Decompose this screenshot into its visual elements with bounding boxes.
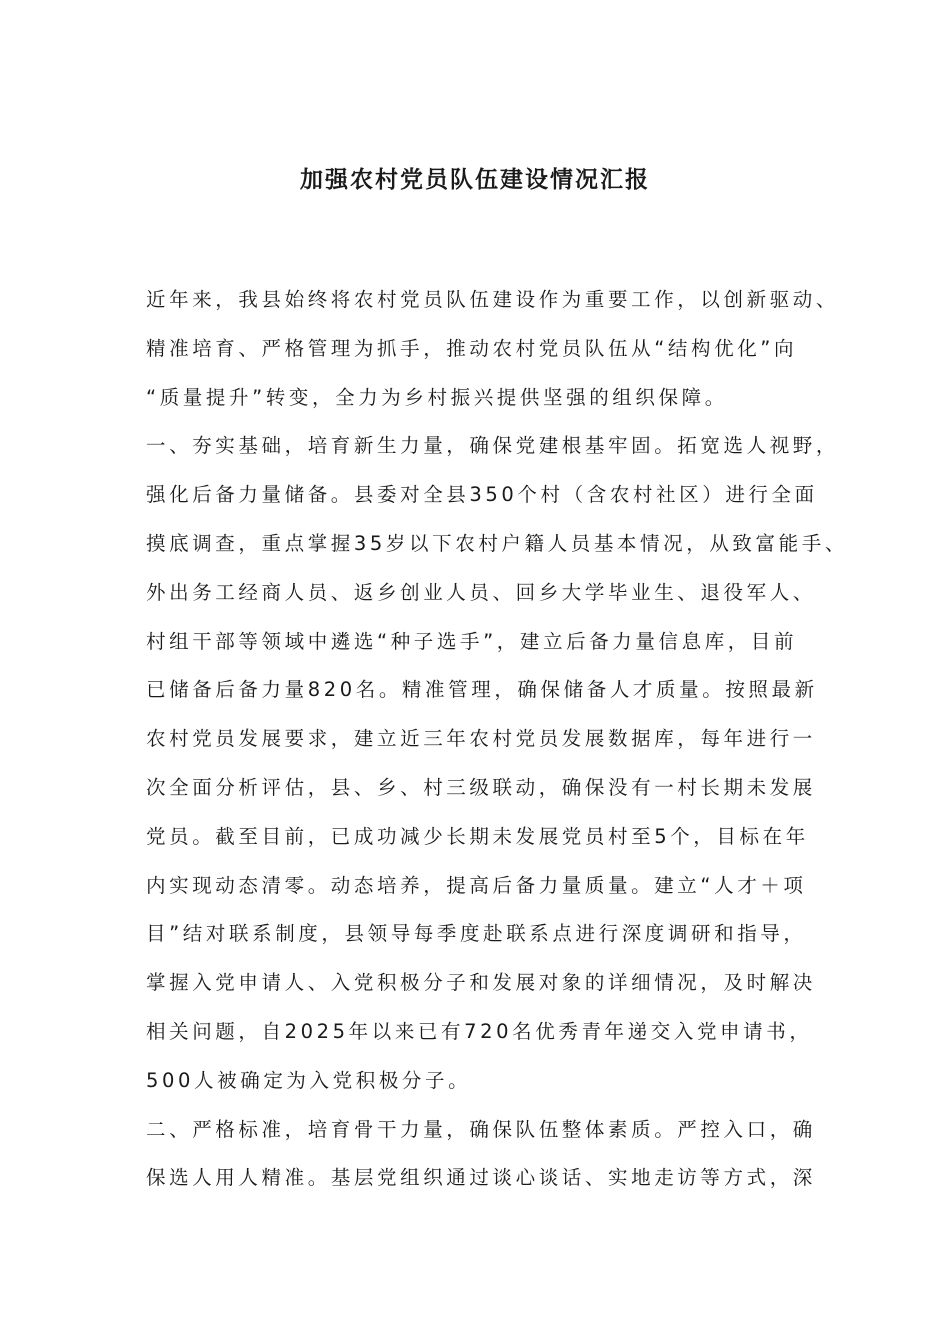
text-line: 摸底调查，重点掌握35岁以下农村户籍人员基本情况，从致富能手、 (146, 531, 848, 555)
text-line: 保选人用人精准。基层党组织通过谈心谈话、实地走访等方式，深 (146, 1166, 816, 1190)
paragraph (146, 276, 840, 422)
paragraph (146, 422, 848, 1105)
text-line: 近年来，我县始终将农村党员队伍建设作为重要工作，以创新驱动、 (146, 288, 840, 311)
document-body (146, 276, 848, 1203)
paragraph (146, 1106, 836, 1204)
document-title: 加强农村党员队伍建设情况汇报 (300, 167, 650, 193)
text-line: 一、夯实基础，培育新生力量，确保党建根基牢固。拓宽选人视野， (146, 434, 840, 458)
text-line: 农村党员发展要求，建立近三年农村党员发展数据库，每年进行一 (146, 727, 816, 751)
text-line: 次全面分析评估，县、乡、村三级联动，确保没有一村长期未发展 (146, 775, 816, 799)
text-line: 掌握入党申请人、入党积极分子和发展对象的详细情况，及时解决 (146, 971, 816, 995)
text-line: 二、严格标准，培育骨干力量，确保队伍整体素质。严控入口，确 (146, 1117, 816, 1141)
text-line: 精准培育、严格管理为抓手，推动农村党员队伍从“结构优化”向 (146, 336, 798, 360)
text-line: “质量提升”转变，全力为乡村振兴提供坚强的组织保障。 (146, 385, 728, 409)
text-line: 党员。截至目前，已成功减少长期未发展党员村至5个，目标在年 (146, 824, 809, 848)
text-line: 村组干部等领域中遴选“种子选手”，建立后备力量信息库，目前 (146, 629, 798, 653)
text-line: 外出务工经商人员、返乡创业人员、回乡大学毕业生、退役军人、 (146, 580, 816, 604)
text-line: 强化后备力量储备。县委对全县350个村（含农村社区）进行全面 (146, 483, 818, 507)
text-line: 内实现动态清零。动态培养，提高后备力量质量。建立“人才＋项 (146, 873, 807, 897)
text-line: 相关问题，自2025年以来已有720名优秀青年递交入党申请书， (146, 1019, 813, 1043)
text-line: 目”结对联系制度，县领导每季度赴联系点进行深度调研和指导， (146, 922, 807, 946)
text-line: 已储备后备力量820名。精准管理，确保储备人才质量。按照最新 (146, 678, 818, 702)
text-line: 500人被确定为入党积极分子。 (146, 1068, 472, 1092)
